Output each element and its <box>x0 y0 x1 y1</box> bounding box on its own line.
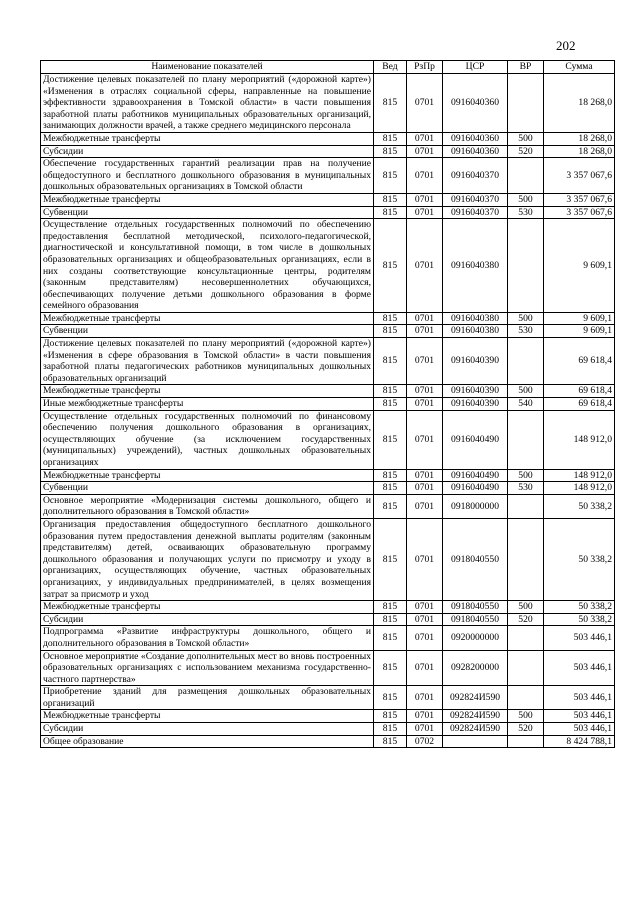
row-sum: 8 424 788,1 <box>544 735 615 748</box>
row-ved: 815 <box>374 145 407 158</box>
row-vr <box>508 219 544 313</box>
row-ved: 815 <box>374 74 407 133</box>
row-sum: 18 268,0 <box>544 145 615 158</box>
row-vr <box>508 494 544 518</box>
row-vr <box>508 74 544 133</box>
row-csr: 0916040490 <box>443 410 508 469</box>
table-row <box>41 723 615 736</box>
row-ved: 815 <box>374 710 407 723</box>
table-row <box>41 650 615 686</box>
row-name: Основное мероприятие «Модернизация системы дошкольного, общего и дополнительного образования в Томской области» <box>41 494 374 518</box>
row-rzpr: 0701 <box>407 494 443 518</box>
row-csr: 0928200000 <box>443 650 508 686</box>
row-ved: 815 <box>374 518 407 600</box>
row-name: Межбюджетные трансферты <box>41 469 374 482</box>
row-csr: 0916040390 <box>443 338 508 385</box>
row-sum: 3 357 067,6 <box>544 158 615 194</box>
row-name: Субвенции <box>41 206 374 219</box>
row-vr <box>508 338 544 385</box>
row-sum: 148 912,0 <box>544 410 615 469</box>
table-row <box>41 626 615 650</box>
row-ved: 815 <box>374 613 407 626</box>
row-sum: 50 338,2 <box>544 613 615 626</box>
row-name: Организация предоставления общедоступного бесплатного дошкольного образования путем предоставления денежной выплаты родителям (законным представителям) детей, осваивающих образовательную программу дошкольного образования и получающих услуги по присмотру и уходу в организациях, осуществляющих обучение, частных образовательных организациях, у индивидуальных предпринимателей, в целях возмещения затрат за присмотр и уход <box>41 518 374 600</box>
row-sum: 18 268,0 <box>544 132 615 145</box>
row-vr: 500 <box>508 469 544 482</box>
row-sum: 50 338,2 <box>544 494 615 518</box>
row-vr: 520 <box>508 723 544 736</box>
row-sum: 503 446,1 <box>544 723 615 736</box>
row-ved: 815 <box>374 193 407 206</box>
row-csr: 0916040380 <box>443 219 508 313</box>
row-vr: 500 <box>508 710 544 723</box>
row-name: Осуществление отдельных государственных полномочий по обеспечению предоставления бесплатной методической, психолого-педагогической, диагностической и консультативной помощи, в том числе в дошкольных образовательных организациях и общеобразовательных организациях, если в них созданы соответствующие консультационные центры, родителям (законным представителям) несовершеннолетних обучающихся, обеспечивающих получение детьми дошкольного образования в форме семейного образования <box>41 219 374 313</box>
row-rzpr: 0701 <box>407 385 443 398</box>
table-row <box>41 735 615 748</box>
row-rzpr: 0701 <box>407 338 443 385</box>
table-row <box>41 193 615 206</box>
row-rzpr: 0701 <box>407 601 443 614</box>
row-rzpr: 0701 <box>407 206 443 219</box>
row-csr: 0916040370 <box>443 158 508 194</box>
row-ved: 815 <box>374 385 407 398</box>
row-csr: 092824И590 <box>443 723 508 736</box>
row-ved: 815 <box>374 398 407 411</box>
row-sum: 50 338,2 <box>544 601 615 614</box>
row-name: Общее образование <box>41 735 374 748</box>
table-header-row <box>41 61 615 74</box>
row-sum: 9 609,1 <box>544 325 615 338</box>
row-csr: 0916040380 <box>443 325 508 338</box>
header-name: Наименование показателей <box>41 61 374 74</box>
row-rzpr: 0701 <box>407 686 443 710</box>
header-vr: ВР <box>508 61 544 74</box>
row-csr: 0916040360 <box>443 132 508 145</box>
row-rzpr: 0701 <box>407 219 443 313</box>
table-row <box>41 518 615 600</box>
row-csr: 0918040550 <box>443 613 508 626</box>
row-sum: 503 446,1 <box>544 686 615 710</box>
header-ved: Вед <box>374 61 407 74</box>
row-ved: 815 <box>374 494 407 518</box>
row-csr: 092824И590 <box>443 686 508 710</box>
row-name: Подпрограмма «Развитие инфраструктуры дошкольного, общего и дополнительного образования в Томской области» <box>41 626 374 650</box>
row-vr: 500 <box>508 385 544 398</box>
row-vr: 500 <box>508 132 544 145</box>
row-csr: 0916040380 <box>443 312 508 325</box>
row-name: Субсидии <box>41 723 374 736</box>
row-ved: 815 <box>374 206 407 219</box>
row-csr: 0920000000 <box>443 626 508 650</box>
row-ved: 815 <box>374 601 407 614</box>
row-rzpr: 0701 <box>407 74 443 133</box>
row-sum: 148 912,0 <box>544 469 615 482</box>
row-rzpr: 0701 <box>407 312 443 325</box>
row-name: Достижение целевых показателей по плану мероприятий («дорожной картe») «Изменения в сфере образования в Томской области» в части повышения заработной платы педагогических работников муниципальных дошкольных образовательных организаций <box>41 338 374 385</box>
header-csr: ЦСР <box>443 61 508 74</box>
table-row <box>41 710 615 723</box>
row-vr: 530 <box>508 206 544 219</box>
row-name: Обеспечение государственных гарантий реализации прав на получение общедоступного и бесплатного дошкольного образования в муниципальных дошкольных образовательных организациях в Томской области <box>41 158 374 194</box>
row-name: Иные межбюджетные трансферты <box>41 398 374 411</box>
row-ved: 815 <box>374 469 407 482</box>
row-rzpr: 0701 <box>407 410 443 469</box>
row-rzpr: 0701 <box>407 723 443 736</box>
table-row <box>41 385 615 398</box>
table-row <box>41 613 615 626</box>
row-name: Межбюджетные трансферты <box>41 601 374 614</box>
row-ved: 815 <box>374 686 407 710</box>
row-vr: 530 <box>508 325 544 338</box>
table-row <box>41 206 615 219</box>
row-rzpr: 0701 <box>407 469 443 482</box>
row-name: Приобретение зданий для размещения дошкольных образовательных организаций <box>41 686 374 710</box>
row-name: Достижение целевых показателей по плану мероприятий («дорожной картe») «Изменения в отраслях социальной сферы, направленные на повышение эффективности здравоохранения в Томской области» в части повышения заработной платы работников муниципальных образовательных организаций, занимающих должности врачей, а также среднего медицинского персонала <box>41 74 374 133</box>
table-row <box>41 338 615 385</box>
budget-table <box>40 60 615 748</box>
row-csr: 0916040390 <box>443 385 508 398</box>
row-sum: 503 446,1 <box>544 710 615 723</box>
row-ved: 815 <box>374 482 407 495</box>
row-sum: 3 357 067,6 <box>544 193 615 206</box>
table-row <box>41 325 615 338</box>
row-rzpr: 0701 <box>407 325 443 338</box>
row-rzpr: 0701 <box>407 518 443 600</box>
row-sum: 50 338,2 <box>544 518 615 600</box>
table-row <box>41 398 615 411</box>
row-sum: 69 618,4 <box>544 385 615 398</box>
row-ved: 815 <box>374 626 407 650</box>
row-ved: 815 <box>374 219 407 313</box>
table-row <box>41 601 615 614</box>
row-vr: 500 <box>508 193 544 206</box>
table-row <box>41 158 615 194</box>
row-sum: 148 912,0 <box>544 482 615 495</box>
row-sum: 3 357 067,6 <box>544 206 615 219</box>
row-csr: 092824И590 <box>443 710 508 723</box>
row-rzpr: 0702 <box>407 735 443 748</box>
row-name: Межбюджетные трансферты <box>41 710 374 723</box>
row-ved: 815 <box>374 410 407 469</box>
row-ved: 815 <box>374 338 407 385</box>
row-csr: 0916040390 <box>443 398 508 411</box>
row-ved: 815 <box>374 325 407 338</box>
row-name: Основное мероприятие «Создание дополнительных мест во вновь построенных образовательных организациях с использованием механизма государственно-частного партнерства» <box>41 650 374 686</box>
table-row <box>41 482 615 495</box>
row-ved: 815 <box>374 735 407 748</box>
row-rzpr: 0701 <box>407 650 443 686</box>
table-row <box>41 410 615 469</box>
row-vr: 500 <box>508 601 544 614</box>
row-vr <box>508 518 544 600</box>
page-number: 202 <box>556 38 576 53</box>
row-csr: 0918040550 <box>443 518 508 600</box>
row-vr: 530 <box>508 482 544 495</box>
row-rzpr: 0701 <box>407 193 443 206</box>
header-sum: Сумма <box>544 61 615 74</box>
header-rzpr: РзПр <box>407 61 443 74</box>
row-sum: 18 268,0 <box>544 74 615 133</box>
row-vr <box>508 735 544 748</box>
row-vr: 500 <box>508 312 544 325</box>
row-csr: 0916040370 <box>443 193 508 206</box>
row-name: Межбюджетные трансферты <box>41 193 374 206</box>
table-row <box>41 469 615 482</box>
row-name: Осуществление отдельных государственных полномочий по финансовому обеспечению получения дошкольного образования в организациях, осуществляющих обучение (за исключением государственных (муниципальных) учреждений), частных дошкольных образовательных организациях <box>41 410 374 469</box>
table-row <box>41 494 615 518</box>
table-row <box>41 132 615 145</box>
row-ved: 815 <box>374 132 407 145</box>
row-ved: 815 <box>374 650 407 686</box>
row-rzpr: 0701 <box>407 626 443 650</box>
row-name: Субсидии <box>41 613 374 626</box>
row-sum: 9 609,1 <box>544 219 615 313</box>
row-csr: 0916040490 <box>443 482 508 495</box>
row-vr <box>508 650 544 686</box>
row-csr: 0918000000 <box>443 494 508 518</box>
row-vr: 520 <box>508 145 544 158</box>
row-vr: 540 <box>508 398 544 411</box>
row-name: Субвенции <box>41 325 374 338</box>
row-vr <box>508 626 544 650</box>
row-name: Межбюджетные трансферты <box>41 132 374 145</box>
row-rzpr: 0701 <box>407 132 443 145</box>
row-name: Субсидии <box>41 145 374 158</box>
row-ved: 815 <box>374 723 407 736</box>
table-row <box>41 145 615 158</box>
row-vr <box>508 410 544 469</box>
row-csr: 0916040360 <box>443 145 508 158</box>
table-row <box>41 312 615 325</box>
row-rzpr: 0701 <box>407 613 443 626</box>
row-vr <box>508 158 544 194</box>
row-csr: 0916040360 <box>443 74 508 133</box>
row-vr: 520 <box>508 613 544 626</box>
row-name: Межбюджетные трансферты <box>41 385 374 398</box>
row-csr: 0916040490 <box>443 469 508 482</box>
table-row <box>41 219 615 313</box>
row-sum: 69 618,4 <box>544 398 615 411</box>
row-rzpr: 0701 <box>407 145 443 158</box>
row-name: Субвенции <box>41 482 374 495</box>
row-name: Межбюджетные трансферты <box>41 312 374 325</box>
row-rzpr: 0701 <box>407 398 443 411</box>
table-row <box>41 74 615 133</box>
row-sum: 503 446,1 <box>544 626 615 650</box>
row-rzpr: 0701 <box>407 482 443 495</box>
row-rzpr: 0701 <box>407 158 443 194</box>
row-rzpr: 0701 <box>407 710 443 723</box>
row-csr <box>443 735 508 748</box>
table-row <box>41 686 615 710</box>
row-sum: 9 609,1 <box>544 312 615 325</box>
row-vr <box>508 686 544 710</box>
row-sum: 503 446,1 <box>544 650 615 686</box>
row-ved: 815 <box>374 312 407 325</box>
row-csr: 0916040370 <box>443 206 508 219</box>
row-sum: 69 618,4 <box>544 338 615 385</box>
row-ved: 815 <box>374 158 407 194</box>
row-csr: 0918040550 <box>443 601 508 614</box>
